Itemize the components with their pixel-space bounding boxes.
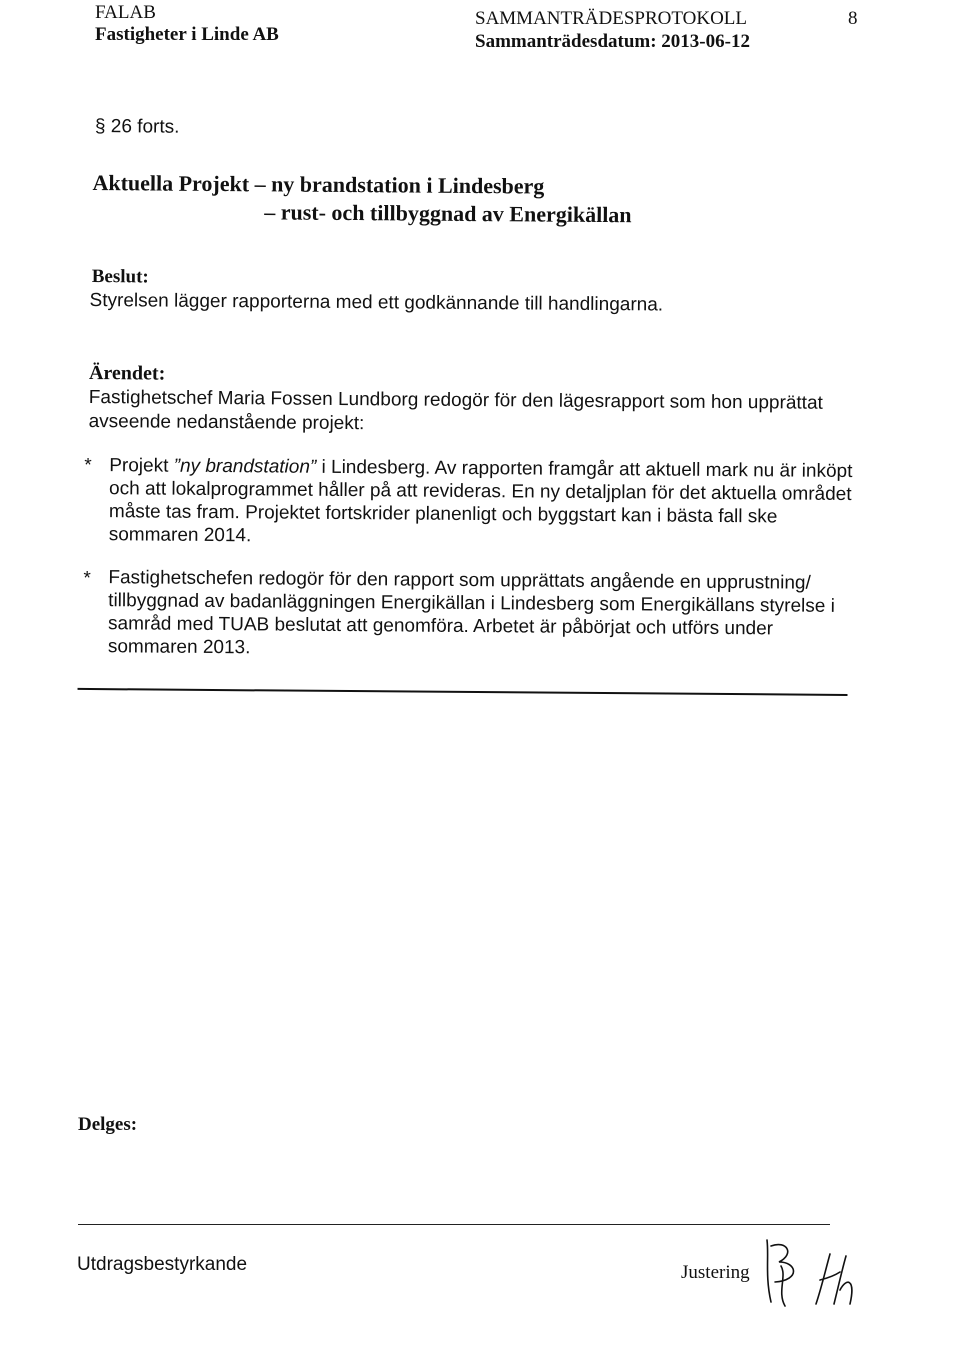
beslut-heading: Beslut: bbox=[91, 266, 149, 288]
section-reference: § 26 forts. bbox=[94, 116, 180, 138]
justering-label: Justering bbox=[681, 1262, 750, 1283]
bullet-marker: * bbox=[83, 567, 91, 590]
section-title: Aktuella Projekt – ny brandstation i Lindesberg bbox=[92, 170, 545, 199]
project-name-emphasis: ”ny brandstation” bbox=[173, 455, 317, 478]
footer-divider bbox=[78, 1224, 830, 1225]
arendet-heading: Ärendet: bbox=[88, 362, 166, 385]
section-title-line2: – rust- och tillbyggnad av Energikällan bbox=[264, 199, 632, 228]
arendet-text: Fastighetschef Maria Fossen Lundborg redogör för den lägesrapport som hon upprättat avseende nedanstående projekt: bbox=[88, 386, 823, 435]
meeting-date: Sammanträdesdatum: 2013-06-12 bbox=[475, 31, 750, 52]
org-name: FALAB bbox=[95, 2, 156, 23]
section-divider bbox=[78, 688, 848, 696]
document-type: SAMMANTRÄDESPROTOKOLL bbox=[475, 8, 748, 29]
delges-label: Delges: bbox=[78, 1114, 138, 1135]
bullet-prefix: Projekt bbox=[109, 455, 174, 477]
beslut-text: Styrelsen lägger rapporterna med ett godkännande till handlingarna. bbox=[89, 290, 664, 316]
utdragsbestyrkande-label: Utdragsbestyrkande bbox=[77, 1254, 248, 1275]
org-subtitle: Fastigheter i Linde AB bbox=[95, 24, 279, 45]
signature-initials-2 bbox=[812, 1250, 860, 1308]
bullet-marker: * bbox=[84, 454, 92, 477]
bullet-body: i Lindesberg. Av rapporten framgår att aktuell mark nu är inköpt och att lokalprogrammet håller på att revideras. En ny detaljplan för det aktuella området måste tas fram. Projektet fortskrider planenligt och byggstart kan i bästa fall ske sommaren 2014. bbox=[108, 456, 853, 547]
bullet-item-brandstation bbox=[109, 454, 870, 552]
signature-initials-1 bbox=[757, 1236, 807, 1308]
bullet-item-energikallan: Fastighetschefen redogör för den rapport som upprättats angående en upprustning/ tillbyggnad av badanläggningen Energikällan i Lindesberg som Energikällans styrelse i samråd med TUAB beslutat att genomföra. Arbetet är påbörjat och utförs under sommaren 2013. bbox=[107, 567, 835, 659]
page-number: 8 bbox=[848, 8, 858, 29]
